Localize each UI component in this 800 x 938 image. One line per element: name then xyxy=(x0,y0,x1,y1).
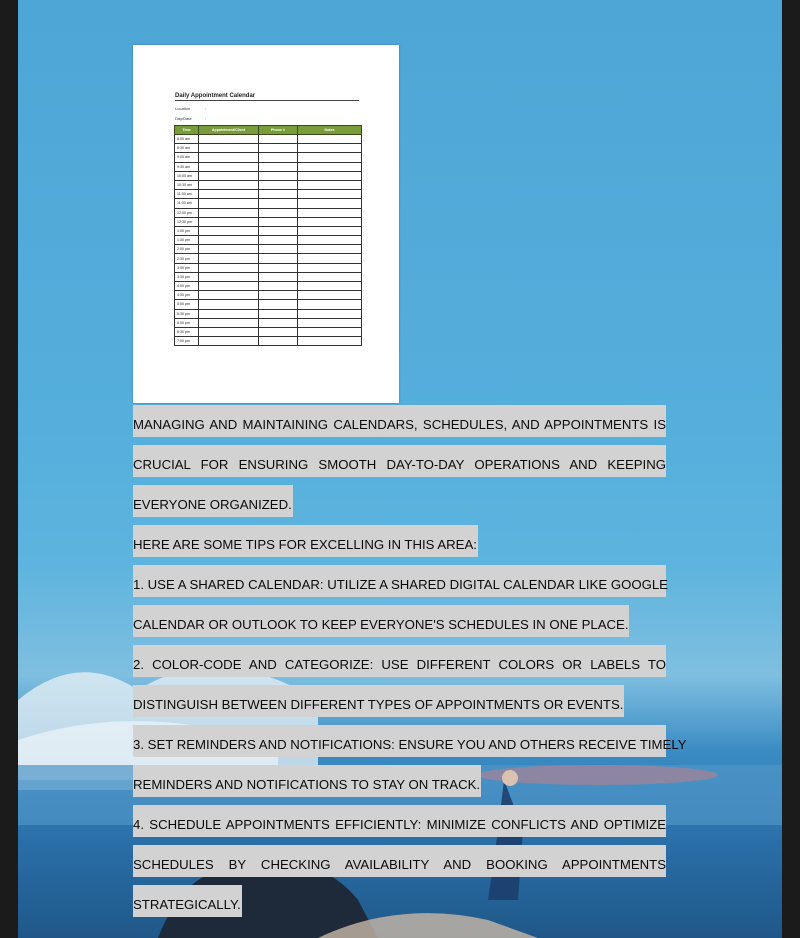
text-line: EVERYONE ORGANIZED. xyxy=(133,485,293,517)
empty-cell xyxy=(298,208,362,217)
time-cell: 2:30 pm xyxy=(175,254,199,263)
empty-cell xyxy=(298,153,362,162)
text-line: 2. COLOR-CODE AND CATEGORIZE: USE DIFFERENT COLORS OR LABELS TO xyxy=(133,645,666,677)
appointment-calendar-thumbnail xyxy=(133,45,399,403)
empty-cell xyxy=(199,135,259,144)
empty-cell xyxy=(259,162,298,171)
time-cell: 6:00 pm xyxy=(175,318,199,327)
appointment-row xyxy=(175,309,362,318)
text-line: SCHEDULES BY CHECKING AVAILABILITY AND BOOKING APPOINTMENTS xyxy=(133,845,666,877)
empty-cell xyxy=(259,300,298,309)
calendar-title: Daily Appointment Calendar xyxy=(175,93,359,101)
appointment-row xyxy=(175,282,362,291)
appointment-row xyxy=(175,190,362,199)
appointment-row xyxy=(175,236,362,245)
body-text xyxy=(133,405,687,925)
empty-cell xyxy=(298,245,362,254)
empty-cell xyxy=(259,263,298,272)
empty-cell xyxy=(259,272,298,281)
empty-cell xyxy=(259,171,298,180)
time-cell: 9:00 am xyxy=(175,153,199,162)
appointment-row xyxy=(175,272,362,281)
empty-cell xyxy=(199,199,259,208)
time-cell: 10:00 am xyxy=(175,171,199,180)
empty-cell xyxy=(298,162,362,171)
empty-cell xyxy=(199,300,259,309)
empty-cell xyxy=(298,318,362,327)
date-field: Day/Date : xyxy=(175,116,207,121)
text-line: MANAGING AND MAINTAINING CALENDARS, SCHEDULES, AND APPOINTMENTS IS xyxy=(133,405,666,437)
empty-cell xyxy=(259,254,298,263)
appointment-row xyxy=(175,318,362,327)
empty-cell xyxy=(199,190,259,199)
empty-cell xyxy=(259,337,298,346)
empty-cell xyxy=(199,226,259,235)
empty-cell xyxy=(259,282,298,291)
text-line: HERE ARE SOME TIPS FOR EXCELLING IN THIS AREA: xyxy=(133,525,478,557)
empty-cell xyxy=(298,217,362,226)
time-cell: 8:30 am xyxy=(175,144,199,153)
appointment-row xyxy=(175,226,362,235)
empty-cell xyxy=(259,226,298,235)
appointment-row xyxy=(175,135,362,144)
empty-cell xyxy=(298,254,362,263)
col-notes: Notes xyxy=(298,126,362,135)
empty-cell xyxy=(298,135,362,144)
empty-cell xyxy=(298,144,362,153)
empty-cell xyxy=(199,153,259,162)
time-cell: 12:30 pm xyxy=(175,217,199,226)
col-appointment: Appointment/Client xyxy=(199,126,259,135)
empty-cell xyxy=(298,226,362,235)
empty-cell xyxy=(298,263,362,272)
appointment-row xyxy=(175,199,362,208)
time-cell: 7:00 pm xyxy=(175,337,199,346)
empty-cell xyxy=(259,208,298,217)
time-cell: 3:30 pm xyxy=(175,272,199,281)
location-field: Location : xyxy=(175,106,207,111)
appointment-row xyxy=(175,291,362,300)
empty-cell xyxy=(199,309,259,318)
text-line: 4. SCHEDULE APPOINTMENTS EFFICIENTLY: MINIMIZE CONFLICTS AND OPTIMIZE xyxy=(133,805,666,837)
appointment-row xyxy=(175,180,362,189)
time-cell: 9:30 am xyxy=(175,162,199,171)
empty-cell xyxy=(259,327,298,336)
time-cell: 3:00 pm xyxy=(175,263,199,272)
empty-cell xyxy=(298,327,362,336)
time-cell: 2:00 pm xyxy=(175,245,199,254)
empty-cell xyxy=(199,263,259,272)
col-phone: Phone # xyxy=(259,126,298,135)
time-cell: 6:30 pm xyxy=(175,327,199,336)
appointment-row xyxy=(175,245,362,254)
time-cell: 1:00 pm xyxy=(175,226,199,235)
time-cell: 5:00 pm xyxy=(175,300,199,309)
empty-cell xyxy=(298,190,362,199)
empty-cell xyxy=(298,272,362,281)
empty-cell xyxy=(298,171,362,180)
appointment-row xyxy=(175,263,362,272)
time-cell: 5:30 pm xyxy=(175,309,199,318)
empty-cell xyxy=(199,208,259,217)
appointment-row xyxy=(175,327,362,336)
empty-cell xyxy=(259,236,298,245)
appointment-row xyxy=(175,254,362,263)
page-background xyxy=(18,0,782,938)
text-line: REMINDERS AND NOTIFICATIONS TO STAY ON TRACK. xyxy=(133,765,481,797)
time-cell: 4:30 pm xyxy=(175,291,199,300)
empty-cell xyxy=(259,180,298,189)
empty-cell xyxy=(259,153,298,162)
appointment-table xyxy=(174,125,362,346)
empty-cell xyxy=(259,291,298,300)
empty-cell xyxy=(298,300,362,309)
time-cell: 8:00 am xyxy=(175,135,199,144)
appointment-row xyxy=(175,300,362,309)
text-line: CALENDAR OR OUTLOOK TO KEEP EVERYONE'S SCHEDULES IN ONE PLACE. xyxy=(133,605,629,637)
empty-cell xyxy=(199,144,259,153)
text-line: 3. SET REMINDERS AND NOTIFICATIONS: ENSURE YOU AND OTHERS RECEIVE TIMELY xyxy=(133,725,666,757)
time-cell: 12:00 pm xyxy=(175,208,199,217)
empty-cell xyxy=(199,337,259,346)
appointment-row xyxy=(175,217,362,226)
appointment-row xyxy=(175,337,362,346)
time-cell: 10:30 am xyxy=(175,180,199,189)
time-cell: 1:30 pm xyxy=(175,236,199,245)
text-line: DISTINGUISH BETWEEN DIFFERENT TYPES OF APPOINTMENTS OR EVENTS. xyxy=(133,685,624,717)
empty-cell xyxy=(259,199,298,208)
appointment-row xyxy=(175,153,362,162)
empty-cell xyxy=(199,291,259,300)
time-cell: 11:30 am xyxy=(175,199,199,208)
empty-cell xyxy=(199,254,259,263)
empty-cell xyxy=(199,272,259,281)
empty-cell xyxy=(298,309,362,318)
empty-cell xyxy=(259,318,298,327)
text-line: CRUCIAL FOR ENSURING SMOOTH DAY-TO-DAY OPERATIONS AND KEEPING xyxy=(133,445,666,477)
col-time: Time xyxy=(175,126,199,135)
empty-cell xyxy=(298,236,362,245)
empty-cell xyxy=(199,236,259,245)
empty-cell xyxy=(199,245,259,254)
empty-cell xyxy=(298,282,362,291)
empty-cell xyxy=(199,318,259,327)
empty-cell xyxy=(199,180,259,189)
appointment-row xyxy=(175,171,362,180)
empty-cell xyxy=(259,309,298,318)
empty-cell xyxy=(199,282,259,291)
appointment-row xyxy=(175,208,362,217)
empty-cell xyxy=(199,162,259,171)
empty-cell xyxy=(298,180,362,189)
empty-cell xyxy=(199,327,259,336)
empty-cell xyxy=(259,190,298,199)
time-cell: 4:00 pm xyxy=(175,282,199,291)
appointment-row xyxy=(175,144,362,153)
empty-cell xyxy=(259,245,298,254)
empty-cell xyxy=(298,337,362,346)
empty-cell xyxy=(259,217,298,226)
appointment-row xyxy=(175,162,362,171)
empty-cell xyxy=(298,199,362,208)
time-cell: 11:00 am xyxy=(175,190,199,199)
empty-cell xyxy=(199,171,259,180)
empty-cell xyxy=(259,144,298,153)
text-line: STRATEGICALLY. xyxy=(133,885,242,917)
text-line: 1. USE A SHARED CALENDAR: UTILIZE A SHARED DIGITAL CALENDAR LIKE GOOGLE xyxy=(133,565,666,597)
empty-cell xyxy=(199,217,259,226)
empty-cell xyxy=(259,135,298,144)
empty-cell xyxy=(298,291,362,300)
